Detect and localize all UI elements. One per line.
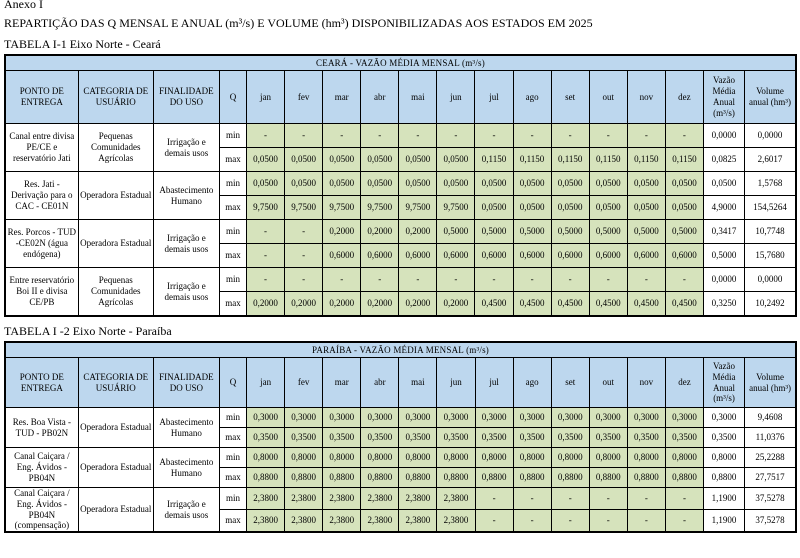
column-header: Q — [220, 358, 247, 408]
month-value: 0,0500 — [361, 172, 399, 196]
month-value: - — [475, 488, 513, 510]
q-label-min: min — [219, 124, 246, 148]
month-value: 0,0500 — [589, 196, 627, 220]
annual-flow-value: 0,3500 — [704, 428, 745, 448]
month-value: 0,8800 — [589, 468, 627, 488]
column-header: out — [589, 71, 627, 124]
month-value: 0,0500 — [589, 172, 627, 196]
q-label-min: min — [219, 268, 246, 292]
column-header: jul — [475, 71, 513, 124]
q-label-min: min — [220, 488, 247, 510]
finalidade-cell: Irrigação e demais usos — [153, 124, 219, 172]
month-value: - — [247, 220, 285, 244]
month-value: 0,8000 — [437, 448, 475, 468]
annual-volume-value: 10,7748 — [745, 220, 796, 244]
entry-row-min — [5, 172, 796, 196]
month-value: 0,3500 — [513, 428, 551, 448]
q-label-max: max — [220, 428, 247, 448]
month-value: - — [627, 510, 665, 533]
categoria-cell: Operadora Estadual — [78, 488, 153, 533]
month-value: - — [513, 268, 551, 292]
month-value: 0,1150 — [627, 148, 665, 172]
month-value: 0,0500 — [361, 148, 399, 172]
column-header: CATEGORIA DE USUÁRIO — [78, 358, 153, 408]
month-value: 0,3000 — [627, 408, 665, 428]
month-value: 0,3500 — [627, 428, 665, 448]
month-value: 0,0500 — [285, 172, 323, 196]
month-value: 0,0500 — [399, 148, 437, 172]
month-value: - — [627, 124, 665, 148]
month-value: 0,3500 — [665, 428, 703, 448]
month-value: 0,0500 — [247, 148, 285, 172]
month-value: 0,4500 — [589, 292, 627, 317]
month-value: 0,8000 — [361, 448, 399, 468]
annual-flow-value: 0,3417 — [703, 220, 744, 244]
month-value: - — [285, 268, 323, 292]
month-value: 0,8000 — [475, 448, 513, 468]
column-header: jan — [247, 358, 285, 408]
month-value: 9,7500 — [247, 196, 285, 220]
month-value: 0,8000 — [627, 448, 665, 468]
month-value: - — [513, 124, 551, 148]
month-value: 0,3500 — [475, 428, 513, 448]
q-label-max: max — [219, 292, 246, 317]
month-value: 0,4500 — [627, 292, 665, 317]
q-label-max: max — [219, 148, 246, 172]
column-header: jan — [247, 71, 285, 124]
month-value: - — [285, 244, 323, 268]
annual-volume-value: 2,6017 — [745, 148, 796, 172]
annual-volume-value: 37,5278 — [745, 510, 796, 533]
month-value: 0,2000 — [323, 292, 361, 317]
month-value: 0,1150 — [475, 148, 513, 172]
month-value: 0,2000 — [437, 292, 475, 317]
month-value: 0,6000 — [665, 244, 703, 268]
month-value: - — [399, 268, 437, 292]
month-value: 0,1150 — [589, 148, 627, 172]
month-value: - — [247, 244, 285, 268]
month-value: - — [323, 268, 361, 292]
q-label-max: max — [220, 468, 247, 488]
month-value: - — [665, 268, 703, 292]
month-value: - — [589, 268, 627, 292]
month-value: 2,3800 — [437, 488, 475, 510]
categoria-cell: Operadora Estadual — [78, 408, 153, 448]
month-value: 0,3000 — [399, 408, 437, 428]
annual-volume-value: 15,7680 — [745, 244, 796, 268]
month-value: 0,0500 — [437, 172, 475, 196]
month-value: 0,3000 — [589, 408, 627, 428]
month-value: 2,3800 — [285, 488, 323, 510]
month-value: 0,0500 — [551, 196, 589, 220]
month-value: 0,6000 — [399, 244, 437, 268]
month-value: 0,5000 — [475, 220, 513, 244]
ponto-cell: Entre reservatório Boi II e divisa CE/PB — [5, 268, 78, 317]
column-header: ago — [513, 71, 551, 124]
column-header: PONTO DE ENTREGA — [5, 358, 78, 408]
ponto-cell: Res. Porcos - TUD -CE02N (água endógena) — [5, 220, 78, 268]
annual-flow-value: 0,3000 — [704, 408, 745, 428]
month-value: 0,3500 — [247, 428, 285, 448]
column-header: FINALIDADE DO USO — [153, 71, 219, 124]
month-value: 9,7500 — [323, 196, 361, 220]
month-value: 0,0500 — [323, 148, 361, 172]
month-value: - — [475, 124, 513, 148]
month-value: 2,3800 — [247, 488, 285, 510]
month-value: 0,6000 — [437, 244, 475, 268]
month-value: - — [665, 488, 703, 510]
month-value: 0,0500 — [551, 172, 589, 196]
annex-label: Anexo I — [4, 0, 43, 11]
month-value: 0,3000 — [513, 408, 551, 428]
month-value: - — [513, 510, 551, 533]
column-header: mar — [323, 71, 361, 124]
column-header: out — [589, 358, 627, 408]
month-value: - — [627, 268, 665, 292]
month-value: 0,3500 — [399, 428, 437, 448]
month-value: 0,8000 — [551, 448, 589, 468]
month-value: 0,8000 — [285, 448, 323, 468]
month-value: - — [627, 488, 665, 510]
annual-flow-value: 0,8800 — [704, 468, 745, 488]
month-value: 0,3000 — [475, 408, 513, 428]
month-value: 0,4500 — [665, 292, 703, 317]
column-header-row — [5, 358, 796, 408]
column-header: set — [551, 71, 589, 124]
ponto-cell: Canal Caiçara / Eng. Ávidos - PB04N — [5, 448, 78, 488]
month-value: 0,5000 — [665, 220, 703, 244]
annual-flow-value: 1,1900 — [704, 510, 745, 533]
month-value: - — [361, 268, 399, 292]
allocation-table — [4, 341, 797, 533]
month-value: - — [323, 124, 361, 148]
month-value: 9,7500 — [437, 196, 475, 220]
month-value: - — [247, 124, 285, 148]
month-value: 0,3000 — [437, 408, 475, 428]
entry-row-min — [5, 124, 796, 148]
column-header: jul — [475, 358, 513, 408]
month-value: 0,2000 — [399, 220, 437, 244]
month-value: 0,2000 — [399, 292, 437, 317]
month-value: 0,1150 — [513, 148, 551, 172]
column-header: mai — [399, 358, 437, 408]
annual-volume-value: 25,2288 — [745, 448, 796, 468]
month-value: - — [361, 124, 399, 148]
month-value: 0,6000 — [551, 244, 589, 268]
table-block — [4, 37, 797, 317]
column-header: set — [551, 358, 589, 408]
month-value: 0,8800 — [399, 468, 437, 488]
finalidade-cell: Abastecimento Humano — [153, 172, 219, 220]
month-value: 0,5000 — [437, 220, 475, 244]
column-header: ago — [513, 358, 551, 408]
column-header: CATEGORIA DE USUÁRIO — [78, 71, 153, 124]
annual-volume-value: 0,0000 — [745, 124, 796, 148]
month-value: 0,8800 — [665, 468, 703, 488]
categoria-cell: Operadora Estadual — [78, 448, 153, 488]
column-header: jun — [437, 71, 475, 124]
categoria-cell: Operadora Estadual — [78, 172, 153, 220]
column-header: mai — [399, 71, 437, 124]
month-value: 0,3500 — [551, 428, 589, 448]
annual-volume-value: 9,4608 — [745, 408, 796, 428]
ponto-cell: Canal entre divisa PE/CE e reservatório Jati — [5, 124, 78, 172]
categoria-cell: Pequenas Comunidades Agrícolas — [78, 124, 153, 172]
column-header: nov — [627, 71, 665, 124]
annual-flow-value: 0,0000 — [703, 268, 744, 292]
column-header-row — [5, 71, 796, 124]
table-band-title: CEARÁ - VAZÃO MÉDIA MENSAL (m³/s) — [5, 55, 796, 71]
month-value: 0,6000 — [361, 244, 399, 268]
allocation-table — [4, 54, 797, 317]
month-value: 0,0500 — [627, 196, 665, 220]
month-value: 0,0500 — [627, 172, 665, 196]
column-header: abr — [361, 71, 399, 124]
month-value: 9,7500 — [285, 196, 323, 220]
annual-volume-value: 11,0376 — [745, 428, 796, 448]
month-value: 0,8000 — [513, 448, 551, 468]
column-header: dez — [665, 71, 703, 124]
column-header: nov — [627, 358, 665, 408]
annual-volume-value: 0,0000 — [745, 268, 796, 292]
column-header: jun — [437, 358, 475, 408]
month-value: 0,8000 — [665, 448, 703, 468]
month-value: 0,0500 — [665, 172, 703, 196]
month-value: 0,3500 — [285, 428, 323, 448]
column-header: Q — [219, 71, 246, 124]
q-label-max: max — [219, 196, 246, 220]
month-value: 2,3800 — [399, 488, 437, 510]
table-band-row — [5, 342, 796, 358]
q-label-max: max — [220, 510, 247, 533]
annual-flow-value: 0,0000 — [703, 124, 744, 148]
month-value: 2,3800 — [361, 510, 399, 533]
month-value: 0,3000 — [361, 408, 399, 428]
month-value: 0,0500 — [285, 148, 323, 172]
month-value: 0,2000 — [323, 220, 361, 244]
entry-row-min — [5, 488, 796, 510]
month-value: 0,3500 — [589, 428, 627, 448]
annual-flow-value: 0,3250 — [703, 292, 744, 317]
month-value: 0,5000 — [513, 220, 551, 244]
month-value: - — [665, 510, 703, 533]
column-header: abr — [361, 358, 399, 408]
finalidade-cell: Abastecimento Humano — [153, 448, 219, 488]
finalidade-cell: Abastecimento Humano — [153, 408, 219, 448]
month-value: 0,3000 — [285, 408, 323, 428]
month-value: 0,8000 — [247, 448, 285, 468]
table-band-title: PARAÍBA - VAZÃO MÉDIA MENSAL (m³/s) — [5, 342, 796, 358]
month-value: 0,4500 — [513, 292, 551, 317]
month-value: 0,2000 — [361, 292, 399, 317]
month-value: 0,8800 — [361, 468, 399, 488]
finalidade-cell: Irrigação e demais usos — [153, 220, 219, 268]
table-caption: TABELA I-1 Eixo Norte - Ceará — [4, 37, 161, 51]
annual-flow-value: 4,9000 — [703, 196, 744, 220]
month-value: 0,0500 — [665, 196, 703, 220]
month-value: 0,3000 — [247, 408, 285, 428]
month-value: 0,1150 — [665, 148, 703, 172]
month-value: 0,0500 — [323, 172, 361, 196]
annual-flow-value: 0,5000 — [703, 244, 744, 268]
month-value: 0,8000 — [399, 448, 437, 468]
month-value: - — [589, 124, 627, 148]
month-value: 0,0500 — [247, 172, 285, 196]
month-value: - — [589, 488, 627, 510]
q-label-min: min — [219, 220, 246, 244]
month-value: 0,8800 — [475, 468, 513, 488]
month-value: - — [437, 124, 475, 148]
annual-volume-value: 37,5278 — [745, 488, 796, 510]
month-value: 0,8000 — [589, 448, 627, 468]
month-value: 0,0500 — [513, 196, 551, 220]
month-value: 2,3800 — [323, 510, 361, 533]
entry-row-min — [5, 220, 796, 244]
month-value: 2,3800 — [247, 510, 285, 533]
annual-volume-value: 10,2492 — [745, 292, 796, 317]
column-header: Vazão Média Anual (m³/s) — [704, 358, 745, 408]
q-label-max: max — [219, 244, 246, 268]
month-value: - — [665, 124, 703, 148]
month-value: 0,8800 — [513, 468, 551, 488]
month-value: 2,3800 — [437, 510, 475, 533]
month-value: - — [399, 124, 437, 148]
month-value: 0,8800 — [285, 468, 323, 488]
month-value: 0,8800 — [627, 468, 665, 488]
month-value: 0,8800 — [247, 468, 285, 488]
month-value: 9,7500 — [361, 196, 399, 220]
column-header: Vazão Média Anual (m³/s) — [703, 71, 744, 124]
column-header: FINALIDADE DO USO — [153, 358, 219, 408]
finalidade-cell: Irrigação e demais usos — [153, 488, 219, 533]
finalidade-cell: Irrigação e demais usos — [153, 268, 219, 317]
entry-row-min — [5, 448, 796, 468]
column-header: mar — [323, 358, 361, 408]
month-value: 0,0500 — [399, 172, 437, 196]
month-value: 0,6000 — [323, 244, 361, 268]
month-value: 0,6000 — [475, 244, 513, 268]
month-value: 0,3500 — [323, 428, 361, 448]
month-value: - — [551, 124, 589, 148]
month-value: 0,8000 — [323, 448, 361, 468]
entry-row-min — [5, 408, 796, 428]
column-header: PONTO DE ENTREGA — [5, 71, 78, 124]
document-title: REPARTIÇÃO DAS Q MENSAL E ANUAL (m³/s) E VOLUME (hm³) DISPONIBILIZADAS AOS ESTADOS EM 2025 — [4, 16, 593, 30]
month-value: 0,3000 — [665, 408, 703, 428]
month-value: 0,4500 — [551, 292, 589, 317]
table-block — [4, 324, 797, 533]
month-value: - — [285, 220, 323, 244]
month-value: 0,3000 — [551, 408, 589, 428]
column-header: fev — [285, 71, 323, 124]
annual-volume-value: 154,5264 — [745, 196, 796, 220]
month-value: - — [247, 268, 285, 292]
ponto-cell: Canal Caiçara / Eng. Ávidos - PB04N (compensação) — [5, 488, 78, 533]
month-value: 0,0500 — [513, 172, 551, 196]
annual-volume-value: 27,7517 — [745, 468, 796, 488]
month-value: 0,2000 — [361, 220, 399, 244]
annual-flow-value: 0,0500 — [703, 172, 744, 196]
month-value: 0,3500 — [437, 428, 475, 448]
categoria-cell: Operadora Estadual — [78, 220, 153, 268]
annual-volume-value: 1,5768 — [745, 172, 796, 196]
month-value: 0,6000 — [513, 244, 551, 268]
month-value: 0,5000 — [551, 220, 589, 244]
month-value: - — [589, 510, 627, 533]
month-value: 0,3500 — [361, 428, 399, 448]
month-value: 2,3800 — [285, 510, 323, 533]
annual-flow-value: 0,0825 — [703, 148, 744, 172]
month-value: 0,0500 — [437, 148, 475, 172]
month-value: 0,6000 — [627, 244, 665, 268]
month-value: 0,4500 — [475, 292, 513, 317]
annual-flow-value: 1,1900 — [704, 488, 745, 510]
entry-row-min — [5, 268, 796, 292]
month-value: 0,8800 — [323, 468, 361, 488]
month-value: - — [475, 268, 513, 292]
q-label-min: min — [220, 448, 247, 468]
month-value: 2,3800 — [399, 510, 437, 533]
month-value: 0,0500 — [475, 196, 513, 220]
month-value: 2,3800 — [323, 488, 361, 510]
column-header: dez — [665, 358, 703, 408]
ponto-cell: Res. Jati - Derivação para o CAC - CE01N — [5, 172, 78, 220]
month-value: 0,0500 — [475, 172, 513, 196]
month-value: - — [551, 488, 589, 510]
column-header: Volume anual (hm³) — [745, 71, 796, 124]
month-value: 0,5000 — [589, 220, 627, 244]
month-value: 0,5000 — [627, 220, 665, 244]
month-value: 0,1150 — [551, 148, 589, 172]
month-value: 0,2000 — [247, 292, 285, 317]
month-value: - — [475, 510, 513, 533]
month-value: 0,3000 — [323, 408, 361, 428]
month-value: - — [551, 268, 589, 292]
table-caption: TABELA I -2 Eixo Norte - Paraíba — [4, 324, 172, 338]
tables-container — [4, 37, 797, 533]
month-value: 2,3800 — [361, 488, 399, 510]
month-value: 9,7500 — [399, 196, 437, 220]
month-value: - — [551, 510, 589, 533]
month-value: - — [513, 488, 551, 510]
q-label-min: min — [219, 172, 246, 196]
categoria-cell: Pequenas Comunidades Agrícolas — [78, 268, 153, 317]
table-band-row — [5, 55, 796, 71]
month-value: 0,8800 — [437, 468, 475, 488]
column-header: Volume anual (hm³) — [745, 358, 796, 408]
q-label-min: min — [220, 408, 247, 428]
month-value: 0,2000 — [285, 292, 323, 317]
ponto-cell: Res. Boa Vista - TUD - PB02N — [5, 408, 78, 448]
month-value: 0,8800 — [551, 468, 589, 488]
month-value: - — [285, 124, 323, 148]
month-value: 0,6000 — [589, 244, 627, 268]
annual-flow-value: 0,8000 — [704, 448, 745, 468]
column-header: fev — [285, 358, 323, 408]
month-value: - — [437, 268, 475, 292]
